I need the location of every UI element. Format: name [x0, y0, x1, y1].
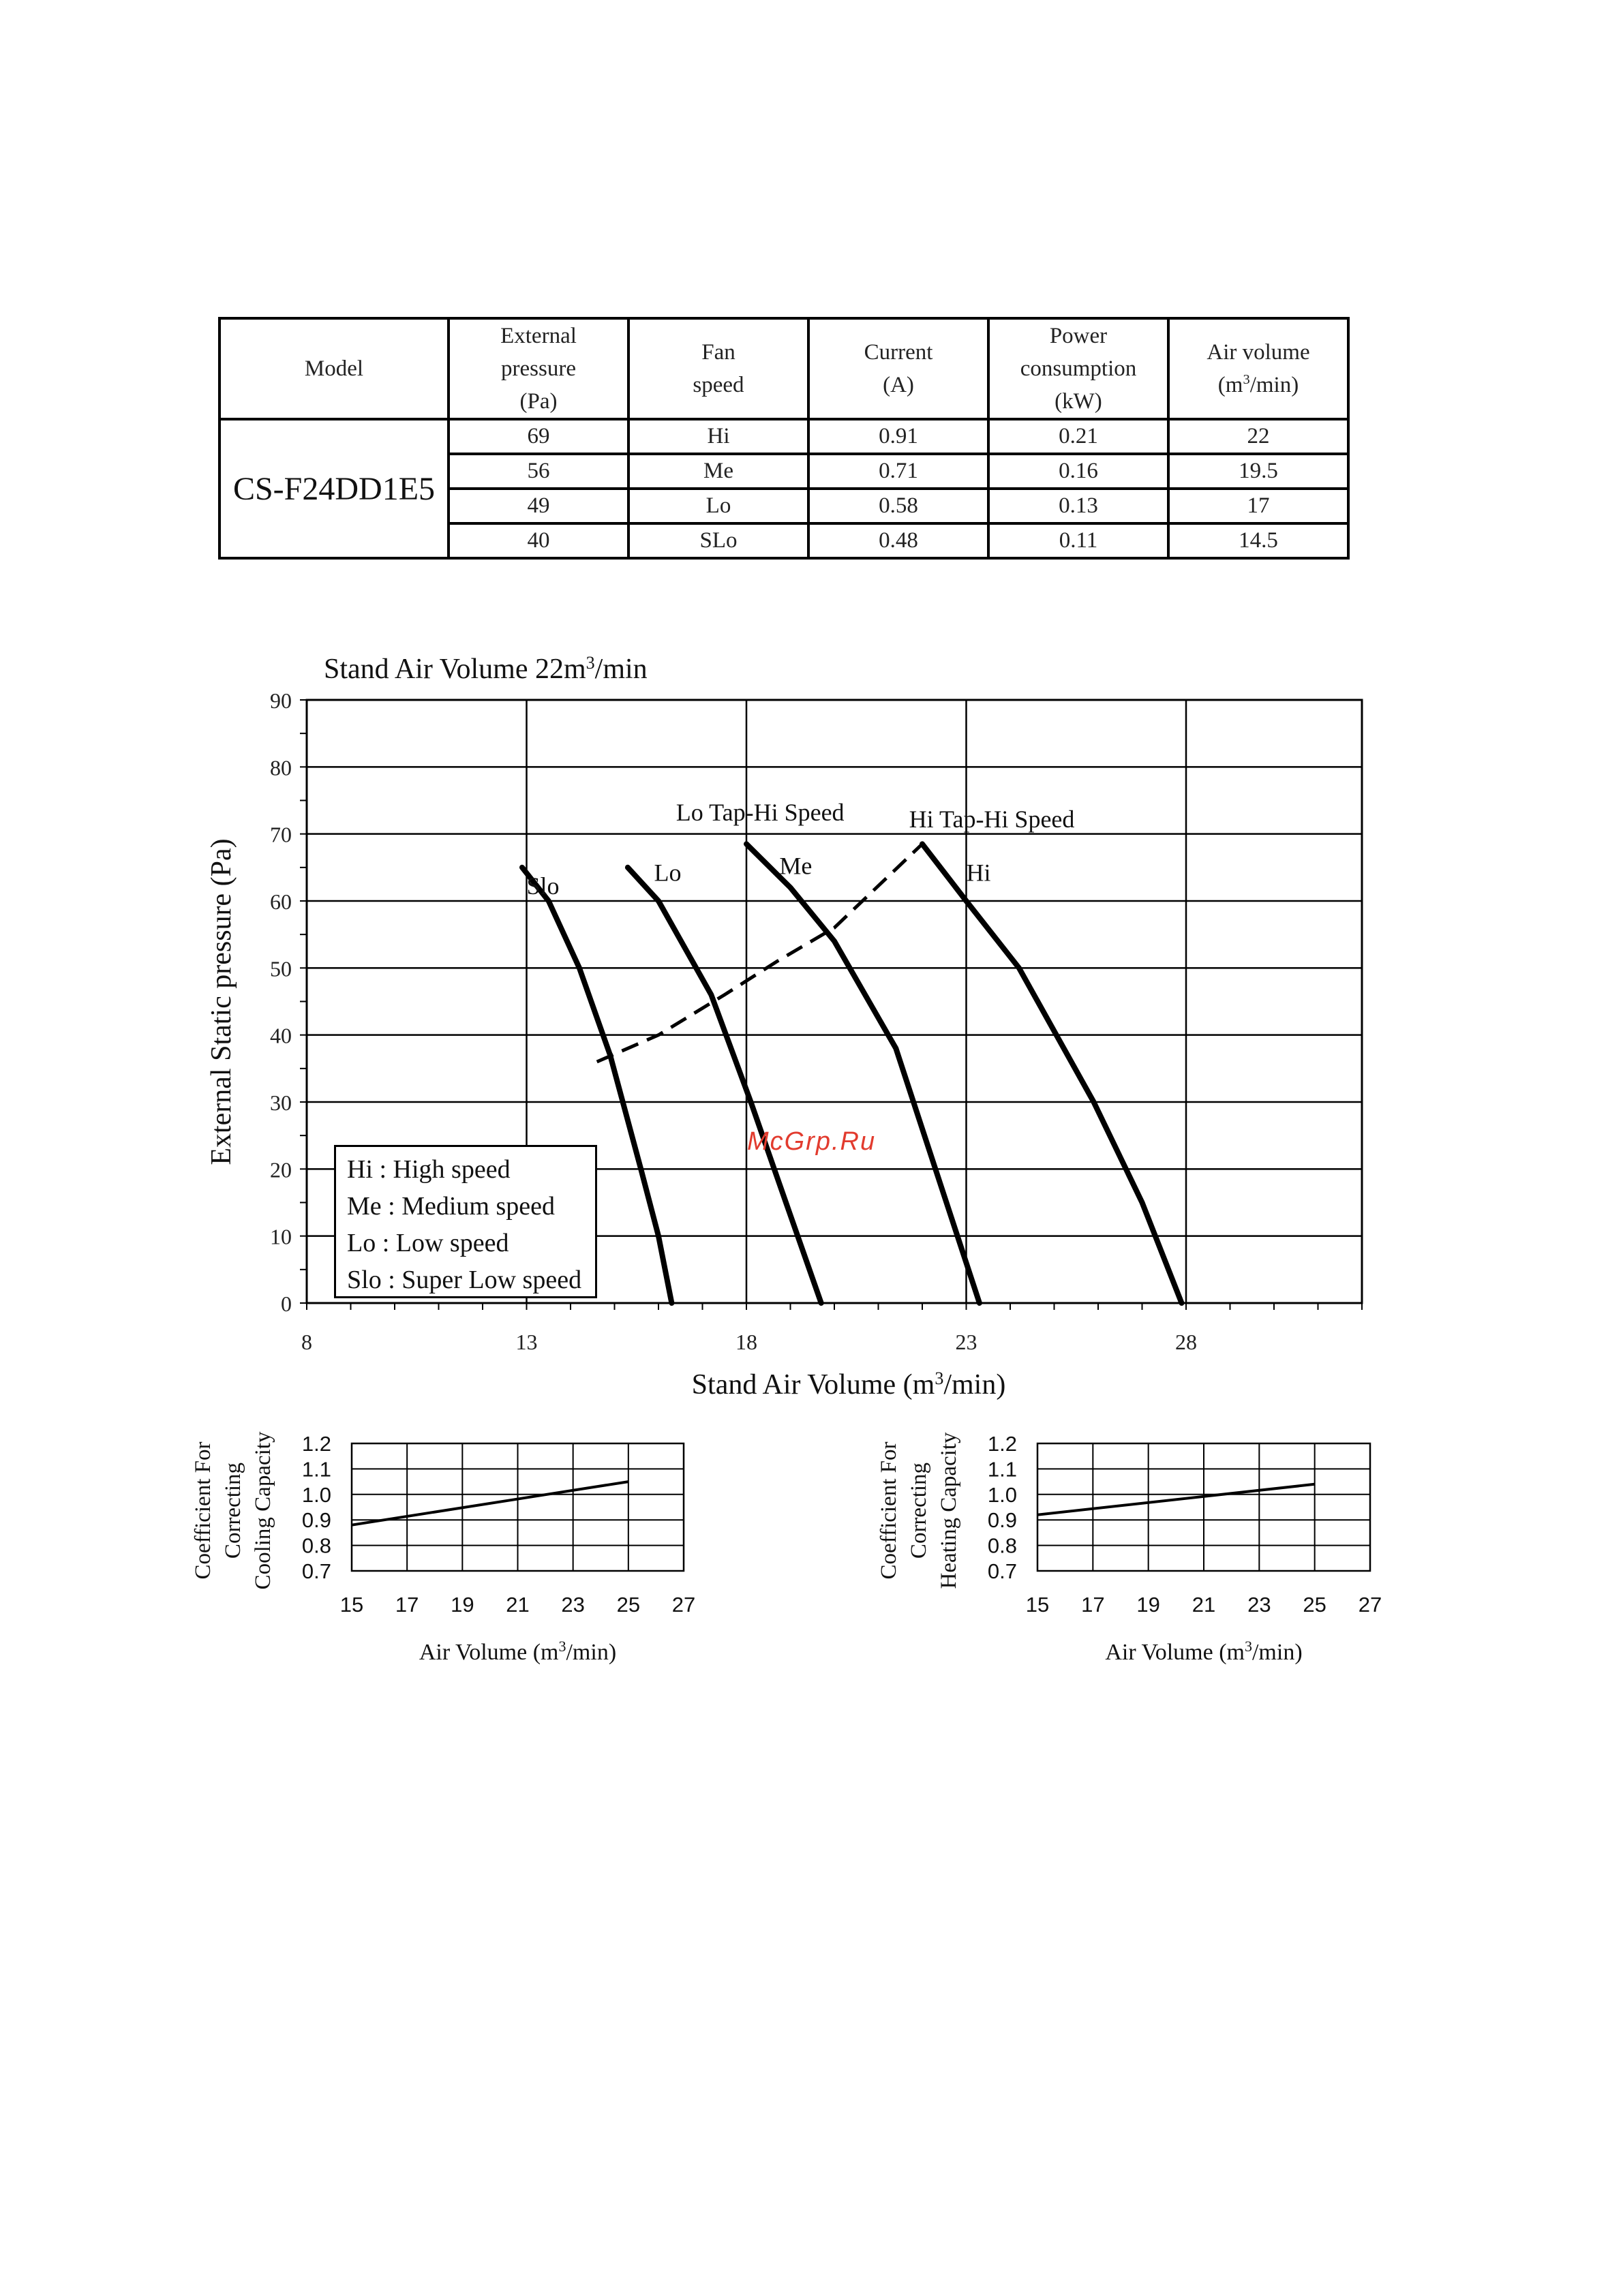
table-cell: 22 — [1168, 419, 1348, 454]
y-axis-title-line: Coefficient For — [877, 1441, 901, 1580]
x-tick-label: 13 — [515, 1330, 538, 1354]
y-tick-label: 0.9 — [301, 1508, 331, 1533]
table-cell: 40 — [449, 523, 628, 558]
x-tick-label: 21 — [506, 1593, 530, 1617]
y-tick-label: 20 — [270, 1157, 292, 1182]
table-cell: 0.58 — [808, 489, 988, 523]
table-cell: 14.5 — [1168, 523, 1348, 558]
x-tick-label: 19 — [451, 1593, 474, 1617]
table-cell: 17 — [1168, 489, 1348, 523]
grid — [1037, 1443, 1370, 1571]
y-tick-label: 0 — [281, 1291, 292, 1316]
y-tick-label: 40 — [270, 1023, 292, 1048]
x-tick-label: 15 — [339, 1593, 364, 1617]
x-tick-label: 25 — [616, 1593, 641, 1617]
x-tick-label: 17 — [1081, 1593, 1105, 1617]
y-axis-title-line: Correcting — [221, 1462, 245, 1559]
table-cell: 0.48 — [808, 523, 988, 558]
y-tick-label: 80 — [270, 755, 292, 780]
model-cell: CS-F24DD1E5 — [219, 419, 449, 558]
table-cell: 69 — [449, 419, 628, 454]
y-axis-title-line: Cooling Capacity — [251, 1431, 275, 1590]
header-line: $(m^3/\min)$ — [1217, 372, 1299, 397]
x-tick-label: 23 — [1247, 1593, 1271, 1617]
y-tick-label: 1.0 — [987, 1482, 1017, 1507]
header-line: Current — [864, 340, 933, 365]
header-line: (kW) — [1055, 389, 1102, 414]
header-line: pressure — [501, 356, 576, 381]
table-cell: SLo — [628, 523, 808, 558]
y-axis-title: External Static pressure (Pa) — [206, 838, 237, 1165]
x-tick-label: 23 — [955, 1330, 977, 1354]
header-line: Model — [304, 356, 364, 381]
y-axis-title-line: Correcting — [907, 1462, 931, 1559]
coefficient-line — [1037, 1484, 1315, 1515]
y-tick-label: 0.7 — [301, 1559, 331, 1583]
x-tick-label: 27 — [1358, 1593, 1382, 1617]
x-tick-label: 25 — [1303, 1593, 1326, 1617]
legend-entry-me: Me : Medium speed — [347, 1192, 556, 1221]
y-tick-label: 1.1 — [987, 1457, 1017, 1482]
table-cell: Hi — [628, 419, 808, 454]
x-tick-label: 21 — [1192, 1593, 1216, 1617]
y-tick-label: 50 — [270, 956, 292, 981]
header-line: (Pa) — [519, 389, 558, 414]
x-axis-title: Air Volume $(m^3/\min)$ — [419, 1637, 617, 1665]
header-line: Fan — [701, 340, 735, 365]
y-tick-label: 0.8 — [301, 1533, 331, 1558]
table-cell: 19.5 — [1168, 454, 1348, 489]
x-tick-label: 15 — [1025, 1593, 1050, 1617]
header-line: consumption — [1020, 356, 1137, 381]
table-cell: 0.13 — [988, 489, 1168, 523]
y-axis-title-line: Coefficient For — [191, 1441, 215, 1580]
x-tick-label: 18 — [735, 1330, 757, 1354]
x-tick-label: 17 — [395, 1593, 419, 1617]
table-cell: 49 — [449, 489, 628, 523]
x-axis-title: Stand Air Volume $(m^3/\min)$ — [691, 1368, 1006, 1400]
header-line: speed — [693, 373, 744, 397]
header-line: Power — [1049, 324, 1108, 348]
y-tick-label: 0.7 — [987, 1559, 1017, 1583]
y-tick-label: 10 — [270, 1224, 292, 1249]
header-line: (A) — [883, 373, 914, 397]
table-cell: 0.91 — [808, 419, 988, 454]
y-tick-label: 30 — [270, 1090, 292, 1115]
curve-label: Me — [779, 852, 813, 880]
x-axis-title: Air Volume $(m^3/\min)$ — [1105, 1637, 1303, 1665]
curve-label: Lo — [654, 859, 682, 887]
y-tick-label: 1.2 — [301, 1432, 331, 1456]
y-tick-label: 60 — [270, 889, 292, 914]
x-tick-label: 8 — [301, 1330, 312, 1354]
table-cell: Me — [628, 454, 808, 489]
curve-label: Slo — [526, 872, 560, 900]
x-tick-label: 28 — [1175, 1330, 1197, 1354]
y-tick-label: 1.2 — [987, 1432, 1017, 1456]
y-tick-label: 0.8 — [987, 1533, 1017, 1558]
table-cell: 0.16 — [988, 454, 1168, 489]
chart-title: Stand Air Volume $22m^3/\min$ — [324, 652, 648, 685]
table-cell: 56 — [449, 454, 628, 489]
header-line: External — [500, 324, 577, 348]
y-tick-label: 70 — [270, 822, 292, 847]
curve-label: Lo Tap-Hi Speed — [676, 799, 845, 826]
table-cell: 0.71 — [808, 454, 988, 489]
legend-entry-slo: Slo : Super Low speed — [347, 1266, 582, 1294]
watermark: McGrp.Ru — [747, 1127, 877, 1156]
legend-entry-lo: Lo : Low speed — [347, 1229, 509, 1257]
x-tick-label: 23 — [561, 1593, 585, 1617]
y-axis-title-line: Heating Capacity — [937, 1432, 961, 1589]
legend-entry-hi: Hi : High speed — [347, 1155, 511, 1184]
curve-label: Hi Tap-Hi Speed — [909, 805, 1075, 833]
y-tick-label: 90 — [270, 688, 292, 713]
x-tick-label: 19 — [1136, 1593, 1160, 1617]
y-tick-label: 1.0 — [301, 1482, 331, 1507]
table-cell: 0.21 — [988, 419, 1168, 454]
x-tick-label: 27 — [671, 1593, 696, 1617]
curve-label: Hi — [966, 859, 991, 887]
header-line: Air volume — [1207, 340, 1310, 365]
table-cell: Lo — [628, 489, 808, 523]
y-tick-label: 1.1 — [301, 1457, 331, 1482]
table-cell: 0.11 — [988, 523, 1168, 558]
y-tick-label: 0.9 — [987, 1508, 1017, 1533]
